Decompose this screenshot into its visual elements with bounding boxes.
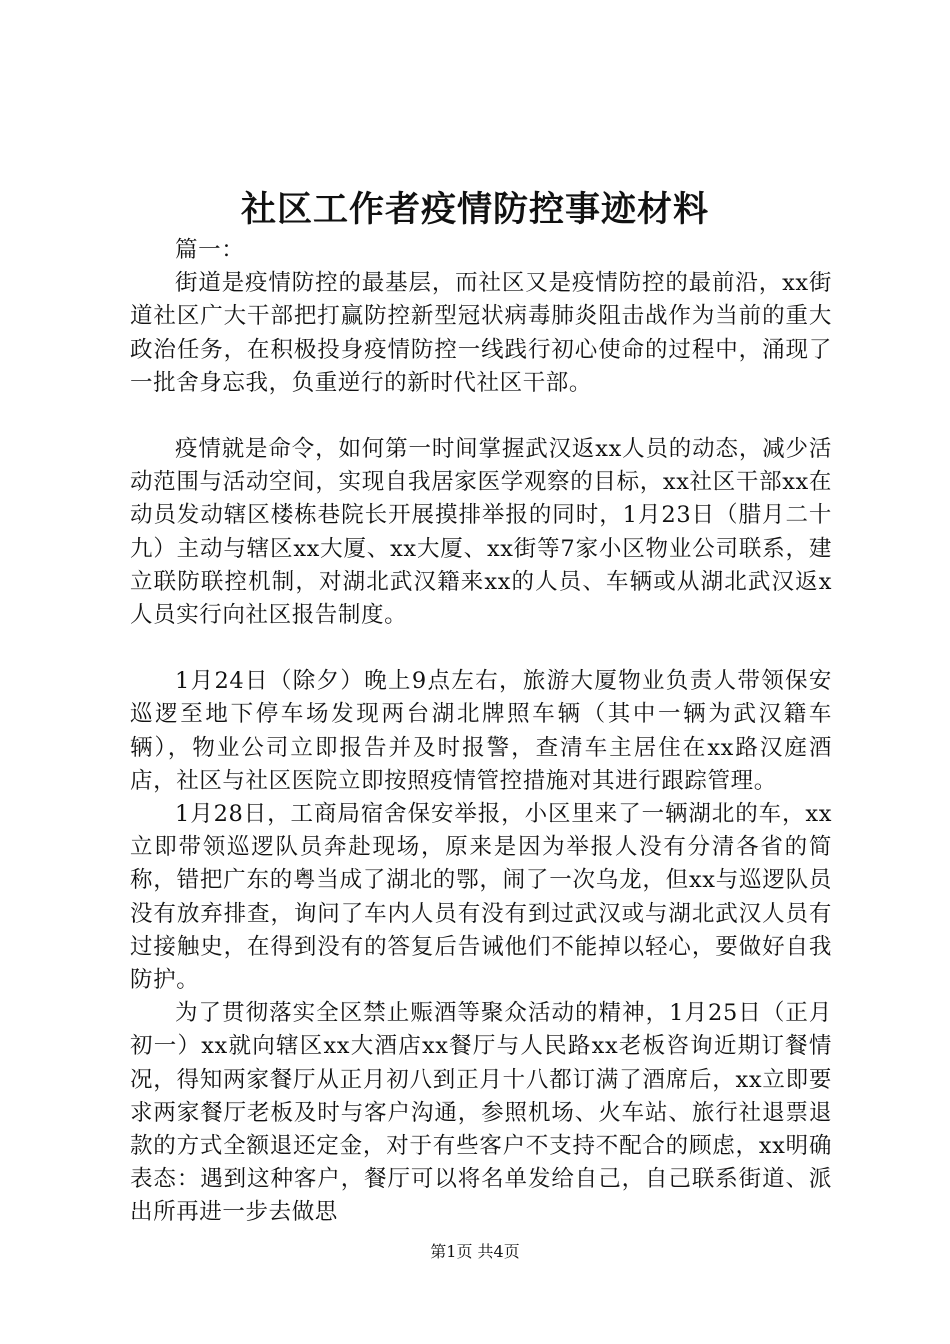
paragraph-gap (130, 632, 832, 665)
section-label: 篇一： (175, 237, 245, 263)
page-number-footer: 第1页 共4页 (430, 1242, 520, 1261)
paragraph-3: 1月24日（除夕）晚上9点左右，旅游大厦物业负责人带领保安巡逻至地下停车场发现两台湖北牌照车辆（其中一辆为武汉籍车辆），物业公司立即报告并及时报警，查清车主居住在xx路汉庭酒店，社区与社区医院立即按照疫情管控措施对其进行跟踪管理。 (130, 668, 832, 794)
paragraph-1: 街道是疫情防控的最基层，而社区又是疫情防控的最前沿，xx街道社区广大干部把打赢防控新型冠状病毒肺炎阻击战作为当前的重大政治任务，在积极投身疫情防控一线践行初心使命的过程中，涌现了一批舍身忘我，负重逆行的新时代社区干部。 (130, 270, 832, 396)
paragraph-5: 为了贯彻落实全区禁止赈酒等聚众活动的精神，1月25日（正月初一）xx就向辖区xx大酒店xx餐厅与人民路xx老板咨询近期订餐情况，得知两家餐厅从正月初八到正月十八都订满了酒席后，xx立即要求两家餐厅老板及时与客户沟通，参照机场、火车站、旅行社退票退款的方式全额退还定金，对于有些客户不支持不配合的顾虑，xx明确表态：遇到这种客户，餐厅可以将名单发给自己，自己联系街道、派出所再进一步去做思 (130, 1000, 832, 1226)
paragraph-2: 疫情就是命令，如何第一时间掌握武汉返xx人员的动态，减少活动范围与活动空间，实现自我居家医学观察的目标，xx社区干部xx在动员发动辖区楼栋巷院长开展摸排举报的同时，1月23日（腊月二十九）主动与辖区xx大厦、xx大厦、xx街等7家小区物业公司联系，建立联防联控机制，对湖北武汉籍来xx的人员、车辆或从湖北武汉返x人员实行向社区报告制度。 (130, 436, 832, 629)
paragraph-gap (130, 400, 832, 433)
document-title: 社区工作者疫情防控事迹材料 (240, 189, 709, 230)
paragraph-4: 1月28日，工商局宿舍保安举报，小区里来了一辆湖北的车，xx立即带领巡逻队员奔赴现场，原来是因为举报人没有分清各省的简称，错把广东的粤当成了湖北的鄂，闹了一次乌龙，但xx与巡逻队员没有放弃排查，询问了车内人员有没有到过武汉或与湖北武汉人员有过接触史，在得到没有的答复后告诫他们不能掉以轻心，要做好自我防护。 (130, 801, 832, 994)
document-body (130, 234, 832, 1230)
